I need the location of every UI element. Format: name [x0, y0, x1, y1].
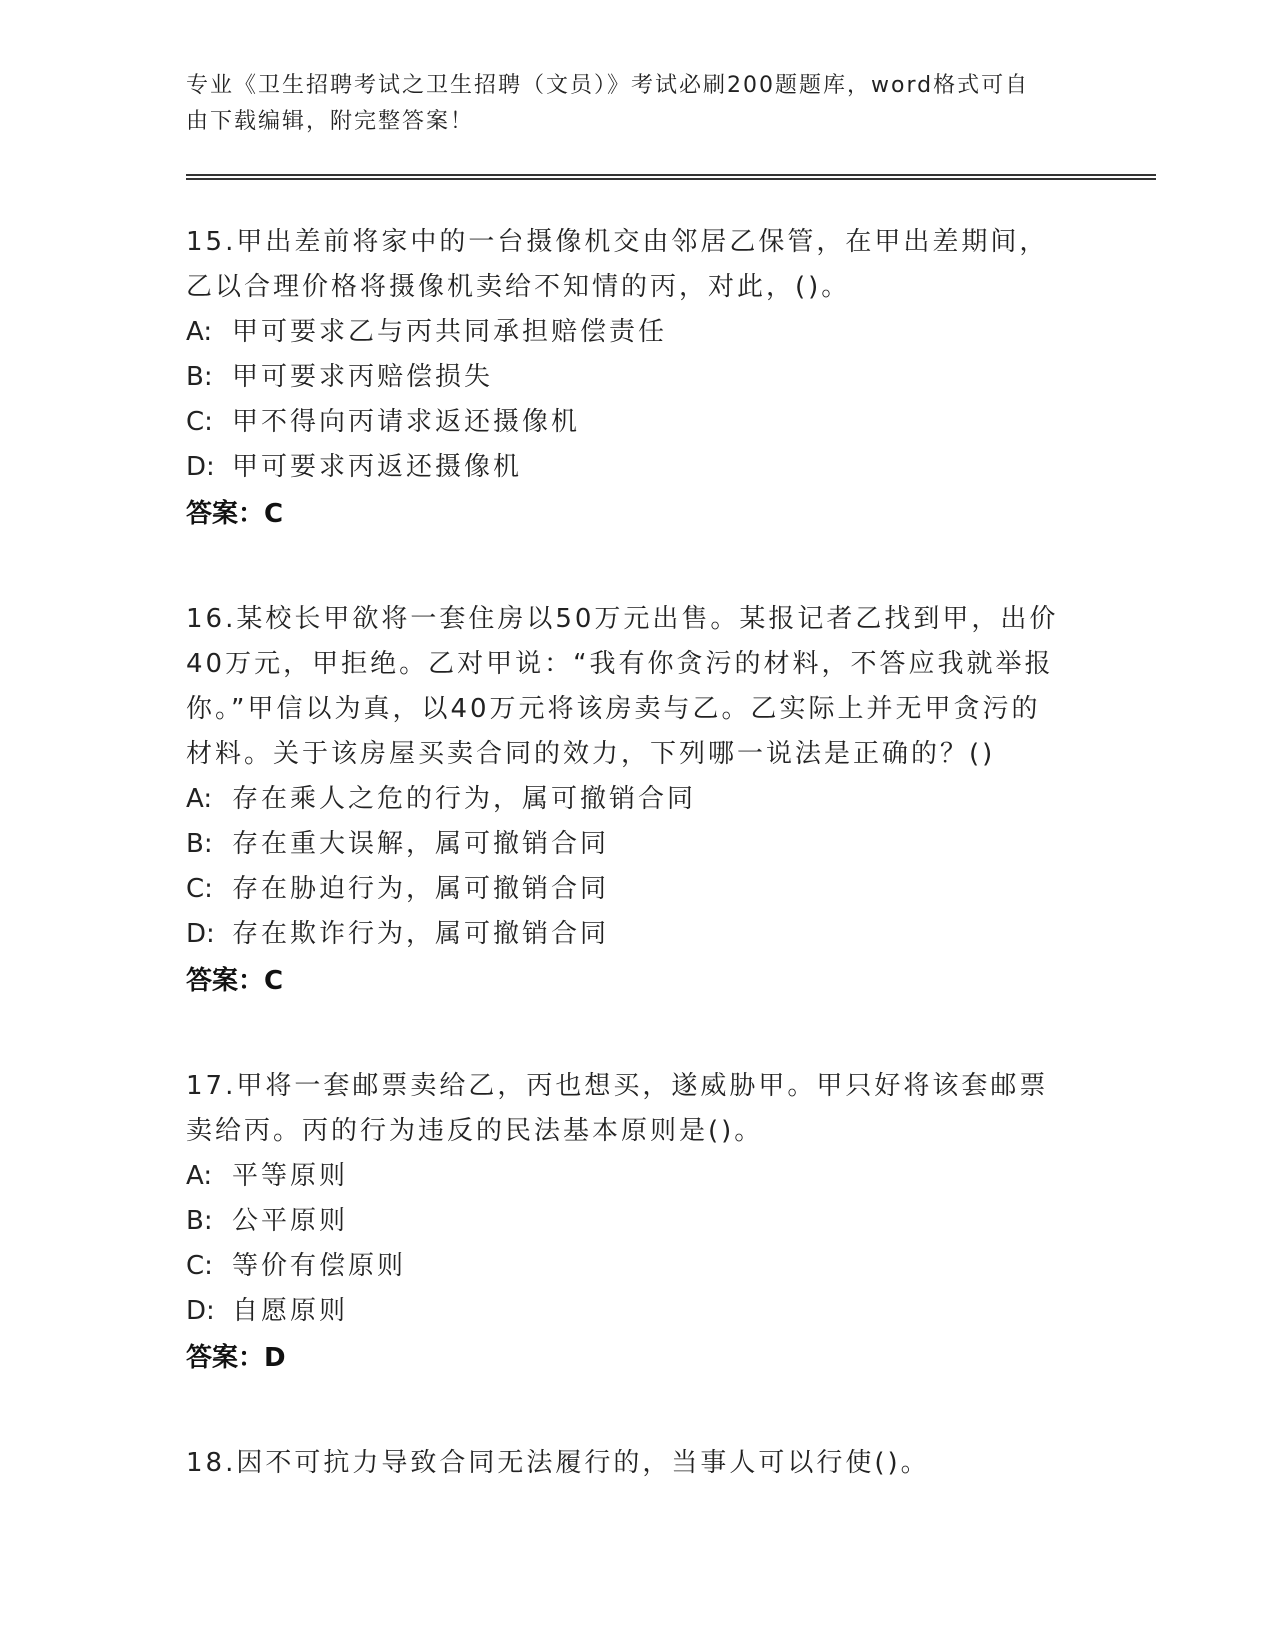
option-key: D: [186, 1296, 215, 1326]
option-key: A: [186, 317, 213, 347]
question-18 [186, 1441, 1146, 1486]
question-list [186, 220, 1146, 1486]
option-text: 存在重大误解，属可撤销合同 [232, 829, 610, 859]
option-text: 等价有偿原则 [232, 1251, 407, 1281]
option-key: A: [186, 784, 213, 814]
header-divider [186, 174, 1156, 180]
option-c [186, 867, 1146, 912]
option-text: 存在欺诈行为，属可撤销合同 [232, 919, 610, 949]
question-17 [186, 1064, 1146, 1381]
option-c [186, 400, 1146, 445]
option-key: B: [186, 1206, 213, 1236]
question-16 [186, 597, 1146, 1004]
option-d [186, 1289, 1146, 1334]
option-key: C: [186, 407, 213, 437]
option-text: 存在胁迫行为，属可撤销合同 [232, 874, 610, 904]
option-text: 甲可要求丙赔偿损失 [232, 362, 494, 392]
option-key: D: [186, 919, 215, 949]
option-text: 公平原则 [232, 1206, 349, 1236]
option-a [186, 1154, 1146, 1199]
document-page [186, 68, 1146, 1546]
answer: 答案：C [186, 966, 284, 996]
question-stem: 18.因不可抗力导致合同无法履行的，当事人可以行使()。 [186, 1448, 930, 1478]
option-key: B: [186, 829, 213, 859]
answer: 答案：C [186, 499, 284, 529]
option-key: D: [186, 452, 215, 482]
option-a [186, 777, 1146, 822]
option-text: 甲不得向丙请求返还摄像机 [232, 407, 581, 437]
question-stem: 15.甲出差前将家中的一台摄像机交由邻居乙保管，在甲出差期间，乙以合理价格将摄像机卖给不知情的丙，对此，()。 [186, 227, 1049, 302]
answer: 答案：D [186, 1343, 286, 1373]
option-d [186, 912, 1146, 957]
option-c [186, 1244, 1146, 1289]
option-b [186, 822, 1146, 867]
option-b [186, 355, 1146, 400]
option-text: 甲可要求丙返还摄像机 [232, 452, 523, 482]
option-key: C: [186, 1251, 213, 1281]
option-key: C: [186, 874, 213, 904]
option-a [186, 310, 1146, 355]
option-d [186, 445, 1146, 490]
question-15 [186, 220, 1146, 537]
option-key: A: [186, 1161, 213, 1191]
option-text: 平等原则 [232, 1161, 349, 1191]
option-key: B: [186, 362, 213, 392]
question-stem: 16.某校长甲欲将一套住房以50万元出售。某报记者乙找到甲，出价40万元，甲拒绝。乙对甲说：“我有你贪污的材料，不答应我就举报你。”甲信以为真，以40万元将该房卖与乙。乙实际上并无甲贪污的材料。关于该房屋买卖合同的效力，下列哪一说法是正确的？() [186, 604, 1059, 769]
option-text: 甲可要求乙与丙共同承担赔偿责任 [232, 317, 668, 347]
option-text: 存在乘人之危的行为，属可撤销合同 [232, 784, 697, 814]
document-header: 专业《卫生招聘考试之卫生招聘（文员）》考试必刷200题题库，word格式可自由下载编辑，附完整答案！ [186, 73, 1030, 134]
option-text: 自愿原则 [232, 1296, 349, 1326]
question-stem: 17.甲将一套邮票卖给乙，丙也想买，遂威胁甲。甲只好将该套邮票卖给丙。丙的行为违反的民法基本原则是()。 [186, 1071, 1049, 1146]
option-b [186, 1199, 1146, 1244]
